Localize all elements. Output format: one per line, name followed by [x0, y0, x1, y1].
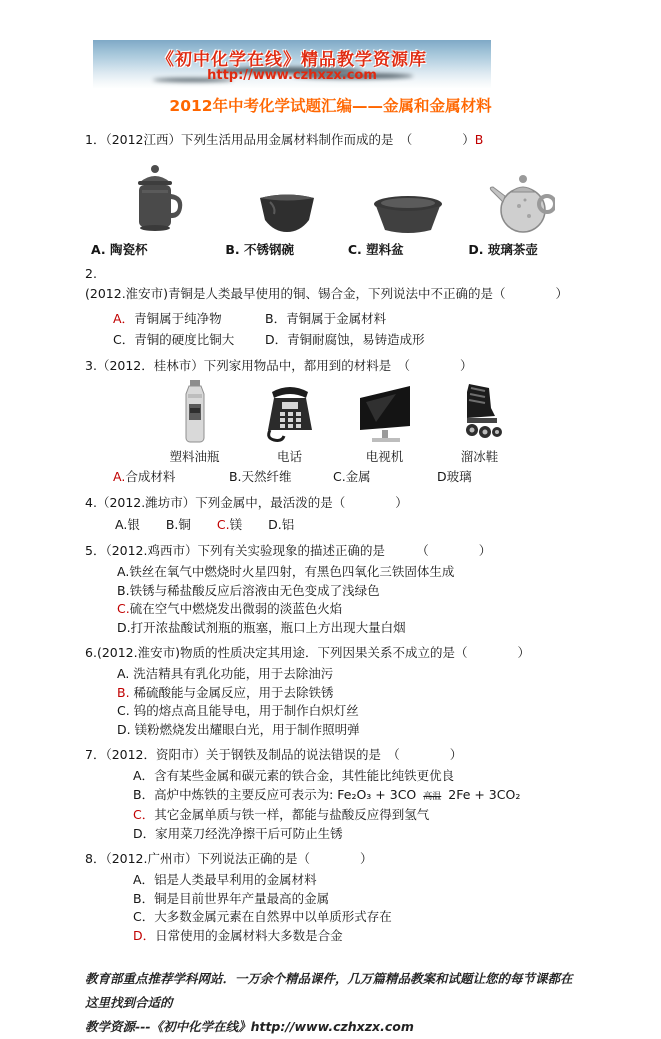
question-8-stem: 8．（2012.广州市）下列说法正确的是（ ）	[85, 851, 373, 866]
question-1-figures	[91, 164, 576, 258]
option-c: C.镁	[216, 517, 243, 532]
question-3-stem: 3.（2012．桂林市）下列家用物品中，都用到的材料是 （ ）	[85, 358, 473, 373]
plastic-oil-bottle-image	[178, 380, 212, 444]
figure-ceramic-cup	[91, 164, 225, 258]
question-3-options	[113, 467, 576, 487]
telephone-image	[264, 382, 316, 444]
question-6	[85, 643, 576, 739]
plastic-basin-image	[373, 194, 443, 236]
question-4-options	[115, 515, 576, 535]
option-d: D．家用菜刀经洗净擦干后可防止生锈	[133, 825, 343, 841]
answer-letter: B	[474, 132, 484, 147]
option-b: B．铜是目前世界年产量最高的金属	[133, 890, 330, 906]
option-a: A．铝是人类最早利用的金属材料	[133, 872, 317, 887]
figure-label: 电视机	[365, 449, 404, 464]
figure-glass-teapot	[468, 170, 576, 258]
option-d: D.打开浓盐酸试剂瓶的瓶塞，瓶口上方出现大量白烟	[117, 619, 406, 635]
question-2-stem: 2.(2012.淮安市)青铜是人类最早使用的铜、锡合金，下列说法中不正确的是（ ）	[85, 266, 569, 301]
figure-label: C. 塑料盆	[347, 242, 404, 257]
question-5	[85, 541, 576, 637]
question-3	[85, 356, 576, 487]
option-a: A．含有某些金属和碳元素的铁合金，其性能比纯铁更优良	[133, 768, 455, 783]
option-b: B.铜	[165, 517, 191, 532]
footer-promo	[85, 967, 576, 1039]
figure-label: 电话	[276, 449, 302, 464]
site-url: http://www.czhxzx.com	[207, 68, 377, 83]
option-b: B．青铜属于金属材料	[265, 311, 387, 326]
figure-plastic-oil-bottle	[147, 380, 242, 465]
question-8	[85, 849, 576, 945]
television-image	[356, 384, 414, 444]
option-a: A.合成材料	[113, 469, 176, 484]
option-c: C．青铜的硬度比铜大	[113, 332, 235, 347]
condition-label: 高温	[423, 791, 442, 802]
question-2-options	[113, 308, 576, 350]
reaction-condition-arrow	[420, 786, 444, 807]
question-6-options	[85, 665, 576, 739]
option-a: A．青铜属于纯净物	[113, 311, 222, 326]
page-title: 2012年中考化学试题汇编——金属和金属材料	[169, 97, 492, 115]
question-7-options	[85, 767, 576, 843]
question-8-options	[85, 871, 576, 945]
option-d: D玻璃	[436, 469, 472, 484]
question-number: 3.	[85, 358, 97, 373]
stainless-steel-bowl-image	[256, 190, 318, 236]
question-5-stem: 5．（2012.鸡西市）下列有关实验现象的描述正确的是 （ ）	[85, 543, 492, 558]
figure-roller-skate	[432, 382, 527, 465]
option-c: C. 钨的熔点高且能导电，用于制作白炽灯丝	[117, 703, 359, 718]
option-b: B．高炉中炼铁的主要反应可表示为: Fe₂O₃ + 3CO 高温 2Fe + 3CO₂	[85, 786, 576, 807]
site-title: 《初中化学在线》精品教学资源库	[157, 50, 427, 70]
figure-label: 塑料油瓶	[169, 449, 220, 464]
equation-left: Fe₂O₃ + 3CO	[337, 786, 421, 802]
option-a: A.铁丝在氧气中燃烧时火星四射，有黑色四氧化三铁固体生成	[117, 564, 455, 579]
question-number: 2.	[85, 266, 97, 281]
question-number: 6.	[85, 645, 97, 660]
option-b: B.天然纤维	[228, 469, 292, 484]
option-d: D．日常使用的金属材料大多数是合金	[133, 927, 343, 943]
figure-television	[337, 384, 432, 465]
option-c: C．大多数金属元素在自然界中以单质形式存在	[133, 909, 392, 924]
footer-line2: 教学资源---《初中化学在线》http://www.czhxzx.com	[85, 1019, 414, 1034]
question-number: 5．	[85, 543, 106, 558]
glass-teapot-image	[489, 170, 555, 236]
figure-label: D. 玻璃茶壶	[468, 242, 538, 257]
option-d: D.铝	[268, 517, 295, 532]
option-a: A.银	[115, 517, 140, 532]
question-7-stem: 7．（2012．资阳市）关于钢铁及制品的说法错误的是 （ ）	[85, 747, 463, 762]
question-3-figures	[147, 380, 576, 465]
option-c: C.金属	[332, 469, 371, 484]
option-a: A. 洗洁精具有乳化功能，用于去除油污	[117, 666, 334, 681]
figure-plastic-basin	[348, 194, 469, 258]
question-4	[85, 493, 576, 535]
question-2	[85, 264, 576, 350]
question-4-stem: 4.（2012.潍坊市）下列金属中，最活泼的是（ ）	[85, 495, 408, 510]
question-number: 8．	[85, 851, 106, 866]
question-number: 4.	[85, 495, 97, 510]
figure-label: A. 陶瓷杯	[91, 242, 148, 257]
option-c: C.硫在空气中燃烧发出微弱的淡蓝色火焰	[117, 601, 343, 616]
figure-stainless-steel-bowl	[225, 190, 347, 258]
question-7	[85, 745, 576, 843]
question-1	[85, 130, 576, 258]
question-number: 1．	[85, 132, 106, 147]
footer-url: http://www.czhxzx.com	[250, 1019, 414, 1034]
question-5-options	[85, 563, 576, 637]
option-d: D. 镁粉燃烧发出耀眼白光，用于制作照明弹	[117, 721, 360, 737]
question-6-stem: 6.(2012.淮安市)物质的性质决定其用途．下列因果关系不成立的是（ ）	[85, 645, 530, 660]
option-c: C．其它金属单质与铁一样，都能与盐酸反应得到氢气	[133, 807, 430, 822]
option-b: B. 稀硫酸能与金属反应，用于去除铁锈	[117, 684, 334, 700]
question-number: 7．	[85, 747, 106, 762]
footer-line1: 教育部重点推荐学科网站．一万余个精品课件，几万篇精品教案和试题让您的每节课都在这里找到合适的	[85, 971, 573, 1010]
option-b: B.铁锈与稀盐酸反应后溶液由无色变成了浅绿色	[117, 582, 380, 598]
question-1-stem: 1．（2012江西）下列生活用品用金属材料制作而成的是 （ ）B	[85, 132, 484, 147]
figure-telephone	[242, 382, 337, 465]
equation-right: 2Fe + 3CO₂	[444, 786, 521, 802]
figure-label: 溜冰鞋	[460, 449, 499, 464]
roller-skate-image	[455, 382, 505, 444]
site-banner	[93, 40, 491, 88]
ceramic-cup-image	[130, 164, 186, 236]
option-d: D．青铜耐腐蚀，易铸造成形	[265, 332, 425, 347]
figure-label: B. 不锈钢碗	[225, 242, 294, 257]
